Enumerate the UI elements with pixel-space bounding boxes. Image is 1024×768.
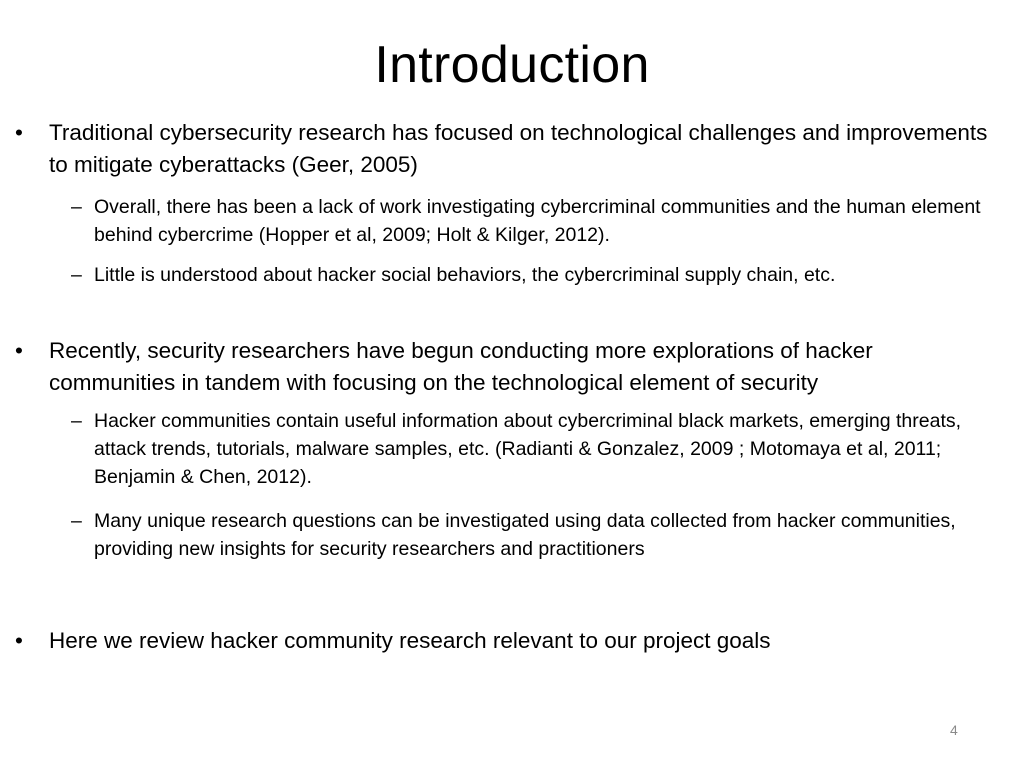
bullet-3-text: Here we review hacker community research relevant to our project goals [49, 628, 771, 653]
subbullet-marker: – [71, 264, 82, 286]
subbullet-2-2 [71, 507, 1004, 563]
bullet-1-text: Traditional cybersecurity research has focused on technological challenges and improvements to mitigate cyberattacks (Geer, 2005) [49, 120, 988, 177]
bullet-2-text: Recently, security researchers have begun conducting more explorations of hacker communities in tandem with focusing on the technological element of security [49, 338, 873, 395]
bullet-1 [15, 117, 1004, 181]
subbullet-1-2 [71, 261, 1004, 289]
bullet-marker: • [15, 120, 23, 145]
subbullet-2-1 [71, 407, 1004, 491]
subbullet-marker: – [71, 196, 82, 218]
subbullet-marker: – [71, 410, 82, 432]
subbullet-marker: – [71, 510, 82, 532]
slide-title: Introduction [374, 36, 650, 94]
bullet-3 [15, 625, 1004, 657]
subbullet-2-2-text: Many unique research questions can be investigated using data collected from hacker communities, providing new insights for security researchers and practitioners [94, 510, 956, 560]
bullet-marker: • [15, 628, 23, 653]
subbullet-2-1-text: Hacker communities contain useful information about cybercriminal black markets, emerging threats, attack trends, tutorials, malware samples, etc. (Radianti & Gonzalez, 2009 ; Motomaya et al, 2011; Benjamin & Chen, 2012). [94, 410, 962, 488]
subbullet-1-2-text: Little is understood about hacker social behaviors, the cybercriminal supply chain, etc. [94, 264, 836, 286]
bullet-2 [15, 335, 1004, 399]
bullet-marker: • [15, 338, 23, 363]
subbullet-1-1-text: Overall, there has been a lack of work investigating cybercriminal communities and the human element behind cybercrime (Hopper et al, 2009; Holt & Kilger, 2012). [94, 196, 981, 246]
subbullet-1-1 [71, 193, 1004, 249]
page-number: 4 [950, 722, 958, 738]
